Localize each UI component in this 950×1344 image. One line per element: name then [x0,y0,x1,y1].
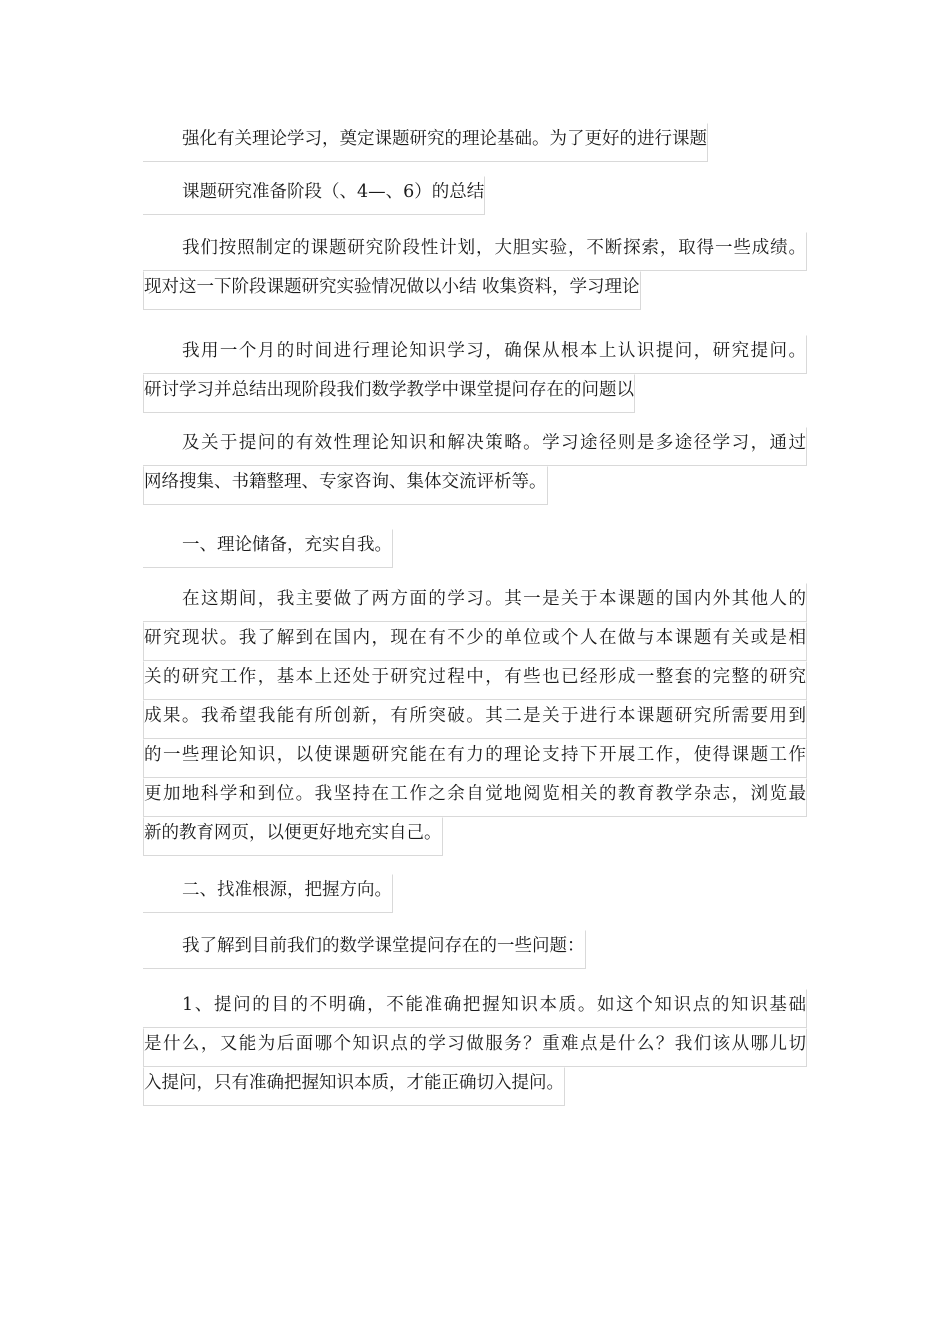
text-line: 我用一个月的时间进行理论知识学习，确保从根本上认识提问，研究提问。 [143,335,807,374]
text-line: 一、理论储备，充实自我。 [143,529,393,568]
text-line: 现对这一下阶段课题研究实验情况做以小结 收集资料，学习理论 [143,271,641,310]
text-line: 课题研究准备阶段（、4—、6）的总结 [143,176,485,215]
text-line: 及关于提问的有效性理论知识和解决策略。学习途径则是多途径学习，通过 [143,427,807,466]
text-line: 关的研究工作，基本上还处于研究过程中，有些也已经形成一整套的完整的研究 [143,661,807,700]
paragraph-2 [143,176,485,215]
paragraph-3 [143,232,807,314]
paragraph-7 [143,583,807,860]
text-line: 研讨学习并总结出现阶段我们数学教学中课堂提问存在的问题以 [143,374,635,413]
text-line: 研究现状。我了解到在国内，现在有不少的单位或个人在做与本课题有关或是相 [143,622,807,661]
paragraph-1 [143,123,708,162]
paragraph-4 [143,335,807,417]
text-line: 强化有关理论学习，奠定课题研究的理论基础。为了更好的进行课题 [143,123,708,162]
text-line: 的一些理论知识，以使课题研究能在有力的理论支持下开展工作，使得课题工作 [143,739,807,778]
text-line: 网络搜集、书籍整理、专家咨询、集体交流评析等。 [143,466,548,505]
text-line: 是什么，又能为后面哪个知识点的学习做服务？重难点是什么？我们该从哪儿切 [143,1028,807,1067]
text-line: 更加地科学和到位。我坚持在工作之余自觉地阅览相关的教育教学杂志，浏览最 [143,778,807,817]
text-line: 二、找准根源，把握方向。 [143,874,393,913]
paragraph-9 [143,930,586,973]
paragraph-10 [143,989,807,1110]
text-line: 入提问，只有准确把握知识本质，才能正确切入提问。 [143,1067,565,1106]
paragraph-8 [143,874,393,917]
text-line: 在这期间，我主要做了两方面的学习。其一是关于本课题的国内外其他人的 [143,583,807,622]
text-line: 我们按照制定的课题研究阶段性计划，大胆实验，不断探索，取得一些成绩。 [143,232,807,271]
paragraph-6 [143,529,393,572]
text-line: 1、提问的目的不明确，不能准确把握知识本质。如这个知识点的知识基础 [143,989,807,1028]
text-line: 新的教育网页，以便更好地充实自己。 [143,817,443,856]
paragraph-5 [143,427,807,509]
text-line: 我了解到目前我们的数学课堂提问存在的一些问题： [143,930,586,969]
text-line: 成果。我希望我能有所创新，有所突破。其二是关于进行本课题研究所需要用到 [143,700,807,739]
